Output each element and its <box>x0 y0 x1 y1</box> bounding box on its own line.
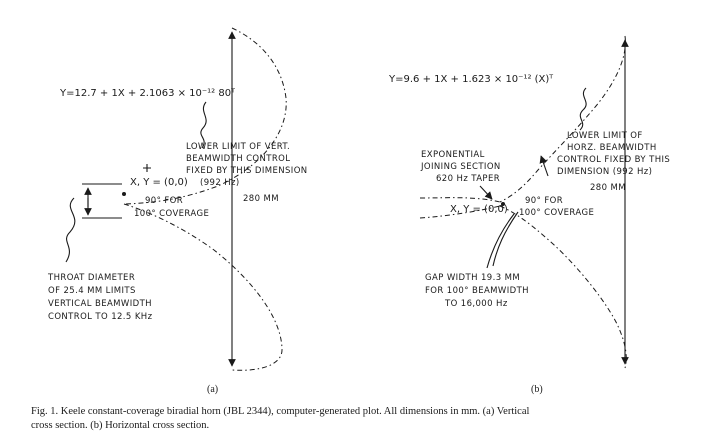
beam-note-a <box>186 142 308 188</box>
svg-text:OF 25.4 MM LIMITS: OF 25.4 MM LIMITS <box>48 286 136 296</box>
svg-text:CONTROL FIXED BY THIS: CONTROL FIXED BY THIS <box>557 155 671 165</box>
svg-text:TO 16,000 Hz: TO 16,000 Hz <box>445 299 508 309</box>
svg-text:Fig. 1. Keele constant-coverag: Fig. 1. Keele constant-coverage biradial horn (JBL 2344), computer-generated plot. All dimensions in mm. (a) Vertical <box>31 406 530 417</box>
gap-note-b <box>425 273 529 309</box>
throat-bracket-a <box>82 184 122 218</box>
joining-arrow-b <box>480 186 492 199</box>
horn-profile-b <box>420 36 626 368</box>
svg-text:cross section. (b) Horizontal: cross section. (b) Horizontal cross section. <box>31 420 210 431</box>
dimension-label-b: 280 MM <box>590 183 626 193</box>
svg-text:CONTROL TO 12.5 KHz: CONTROL TO 12.5 KHz <box>48 312 153 322</box>
svg-text:100° COVERAGE: 100° COVERAGE <box>134 209 210 219</box>
svg-text:HORZ. BEAMWIDTH: HORZ. BEAMWIDTH <box>567 143 657 153</box>
svg-text:JOINING SECTION: JOINING SECTION <box>421 162 501 172</box>
beam-note-b <box>557 131 670 177</box>
svg-text:100° COVERAGE: 100° COVERAGE <box>519 208 595 218</box>
svg-text:620 Hz TAPER: 620 Hz TAPER <box>436 174 501 184</box>
svg-text:LOWER LIMIT OF: LOWER LIMIT OF <box>567 131 643 141</box>
svg-text:90° FOR: 90° FOR <box>145 196 184 206</box>
svg-text:90° FOR: 90° FOR <box>525 196 564 206</box>
angle-note-b <box>519 196 594 218</box>
panel-b <box>388 36 670 395</box>
equation-a: Y=12.7 + 1X + 2.1063 × 10⁻¹² 80ᵀ <box>60 88 235 99</box>
svg-text:DIMENSION (992 Hz): DIMENSION (992 Hz) <box>557 167 653 177</box>
svg-text:EXPONENTIAL: EXPONENTIAL <box>421 150 485 160</box>
svg-text:(992 Hz): (992 Hz) <box>200 178 240 188</box>
svg-text:BEAMWIDTH CONTROL: BEAMWIDTH CONTROL <box>186 154 291 164</box>
panel-a <box>47 28 308 395</box>
equation-b: Y=9.6 + 1X + 1.623 × 10⁻¹² (X)ᵀ <box>389 74 554 85</box>
svg-text:THROAT DIAMETER: THROAT DIAMETER <box>48 273 136 283</box>
origin-point-a <box>122 192 126 196</box>
gap-leader-b <box>493 212 518 266</box>
svg-text:VERTICAL BEAMWIDTH: VERTICAL BEAMWIDTH <box>48 299 152 309</box>
angle-note-a <box>134 196 209 219</box>
svg-text:FOR 100° BEAMWIDTH: FOR 100° BEAMWIDTH <box>425 286 529 296</box>
origin-label-a: X, Y = (0,0) <box>130 177 188 188</box>
throat-note-a <box>47 273 153 322</box>
sublabel-b: (b) <box>531 384 543 395</box>
sublabel-a: (a) <box>207 384 219 395</box>
svg-text:LOWER LIMIT OF VERT.: LOWER LIMIT OF VERT. <box>186 142 291 152</box>
svg-text:FIXED BY THIS DIMENSION: FIXED BY THIS DIMENSION <box>186 166 308 176</box>
figure-caption <box>31 406 529 431</box>
star-mark-a <box>143 164 151 172</box>
gap-leader-b2 <box>487 214 514 268</box>
origin-label-b: X, Y = (0,0) <box>450 204 508 215</box>
throat-leader-a <box>66 198 75 262</box>
svg-text:GAP WIDTH 19.3 MM: GAP WIDTH 19.3 MM <box>425 273 521 283</box>
joining-note-b <box>420 150 501 184</box>
dimension-label-a: 280 MM <box>243 194 279 204</box>
